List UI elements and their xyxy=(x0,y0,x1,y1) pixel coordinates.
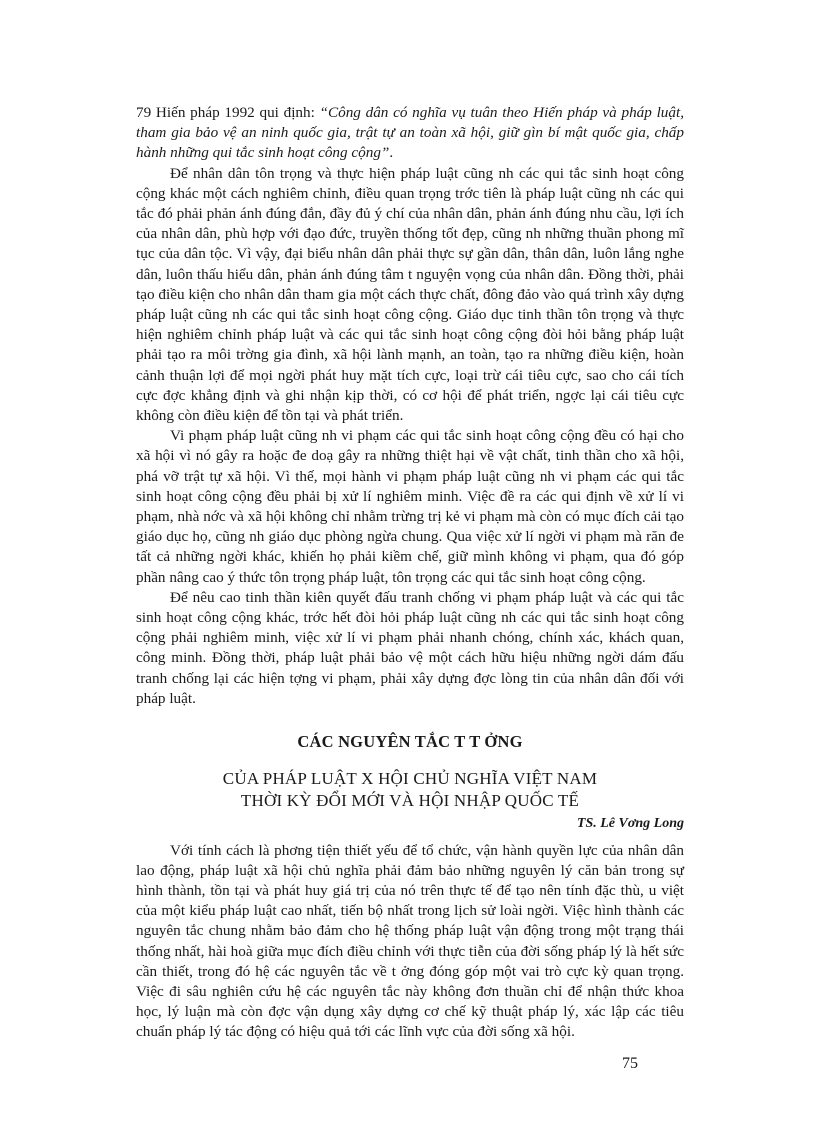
paragraph-struggle: Để nêu cao tinh thần kiên quyết đấu tranh chống vi phạm pháp luật và các qui tắc sinh hoạt công cộng khác, trớc hết đòi hỏi pháp luật cũng nh các qui tắc sinh hoạt công cộng phải nghiêm minh, việc xử lí vi phạm phải nhanh chóng, chính xác, khách quan, công minh. Đồng thời, pháp luật phải bảo vệ một cách hữu hiệu những ngời dám đấu tranh chống lại các hiện tợng vi phạm, phải xây dựng đợc lòng tin của nhân dân đối với pháp luật. xyxy=(136,588,684,707)
page-number: 75 xyxy=(622,1055,638,1072)
article-subtitle-line-1: CỦA PHÁP LUẬT X HỘI CHỦ NGHĨA VIỆT NAM xyxy=(222,769,598,789)
paragraph-violations: Vi phạm pháp luật cũng nh vi phạm các qui tắc sinh hoạt công cộng đều có hại cho xã hội vì nó gây ra hoặc đe doạ gây ra những thiệt hại về vật chất, tinh thần cho xã hội, phá vỡ trật tự xã hội. Vì thế, mọi hành vi phạm pháp luật cũng nh vi phạm các qui tắc sinh hoạt công cộng đều phải bị xử lí nghiêm minh. Việc đề ra các qui định về xử lí vi phạm, nhà nớc và xã hội không chỉ nhằm trừng trị kẻ vi phạm mà còn có mục đích cải tạo giáo dục họ, cũng nh giáo dục phòng ngừa chung. Qua việc xử lí ngời vi phạm mà răn đe tất cả những ngời khác, khiến họ phải kiềm chế, giữ mình không vi phạm, qua đó góp phần nâng cao ý thức tôn trọng pháp luật, tôn trọng các qui tắc sinh hoạt công cộng. xyxy=(136,427,684,586)
article-author: TS. Lê Vơng Long xyxy=(576,816,684,832)
paragraph-principles: Với tính cách là phơng tiện thiết yếu để tổ chức, vận hành quyền lực của nhân dân lao động, pháp luật xã hội chủ nghĩa phải đảm bảo những nguyên lý căn bản trong sự hình thành, tồn tại và phát huy giá trị của nó trên thực tế để tạo nên tính đặc thù, u việt của một kiểu pháp luật cao nhất, tiến bộ nhất trong lịch sử loài ngời. Việc hình thành các nguyên tắc chung nhằm bảo đảm cho hệ thống pháp luật vận động trong một trạng thái thống nhất, hài hoà giữa mục đích điều chỉnh với thực tiễn của đời sống pháp lý là hết sức cần thiết, trong đó hệ các nguyên tắc về t ởng đóng góp một vai trò cực kỳ quan trọng. Việc đi sâu nghiên cứu hệ các nguyên tắc này không đơn thuần chỉ để nhận thức khoa học, lý luận mà còn đợc vận dụng xây dựng cơ chế kỹ thuật pháp lý, xác lập các tiêu chuẩn pháp lý tác động có hiệu quả tới các lĩnh vực của đời sống xã hội. xyxy=(136,841,684,1041)
document-page xyxy=(136,103,684,1043)
constitution-quote: “Công dân có nghĩa vụ tuân theo Hiến pháp và pháp luật, tham gia bảo vệ an ninh quốc gia, trật tự an toàn xã hội, giữ gìn bí mật quốc gia, chấp hành những qui tắc sinh hoạt công cộng” xyxy=(136,104,684,162)
paragraph-constitution-quote xyxy=(136,103,684,164)
paragraph-lead-text: 79 Hiến pháp 1992 qui định: xyxy=(136,104,320,121)
paragraph-respect-law: Để nhân dân tôn trọng và thực hiện pháp luật cũng nh các qui tắc sinh hoạt công cộng khác một cách nghiêm chỉnh, điều quan trọng trớc tiên là pháp luật cũng nh các qui tắc đó phải phản ánh đúng đắn, đầy đủ ý chí của nhân dân, phản ánh đúng nhu cầu, lợi ích của nhân dân, phù hợp với đạo đức, truyền thống tốt đẹp, cũng nh những thuần phong mĩ tục của dân tộc. Vì vậy, đại biểu nhân dân phải thực sự gần dân, thân dân, luôn lắng nghe dân, luôn thấu hiểu dân, phản ánh đúng tâm t nguyện vọng của nhân dân. Đồng thời, phải tạo điều kiện cho nhân dân tham gia một cách thực chất, đông đảo vào quá trình xây dựng pháp luật cũng nh các qui tắc sinh hoạt công cộng. Giáo dục tinh thần tôn trọng và thực hiện nghiêm chỉnh pháp luật và các qui tắc sinh hoạt công cộng đòi hỏi bằng pháp luật phải tạo ra môi trờng gia đình, xã hội lành mạnh, an toàn, tạo ra những điều kiện, hoàn cảnh thuận lợi để mọi ngời phát huy mặt tích cực, loại trừ cái tiêu cực, sao cho cái tích cực đợc khẳng định và ghi nhận kịp thời, có cơ hội để phát triển, ngợc lại cái tiêu cực không còn điều kiện để tồn tại và phát triển. xyxy=(136,164,684,425)
article-title: CÁC NGUYÊN TẮC T T ỞNG xyxy=(297,732,523,752)
paragraph-end-mark: . xyxy=(389,144,394,162)
article-subtitle-line-2: THỜI KỲ ĐỔI MỚI VÀ HỘI NHẬP QUỐC TẾ xyxy=(240,791,580,811)
